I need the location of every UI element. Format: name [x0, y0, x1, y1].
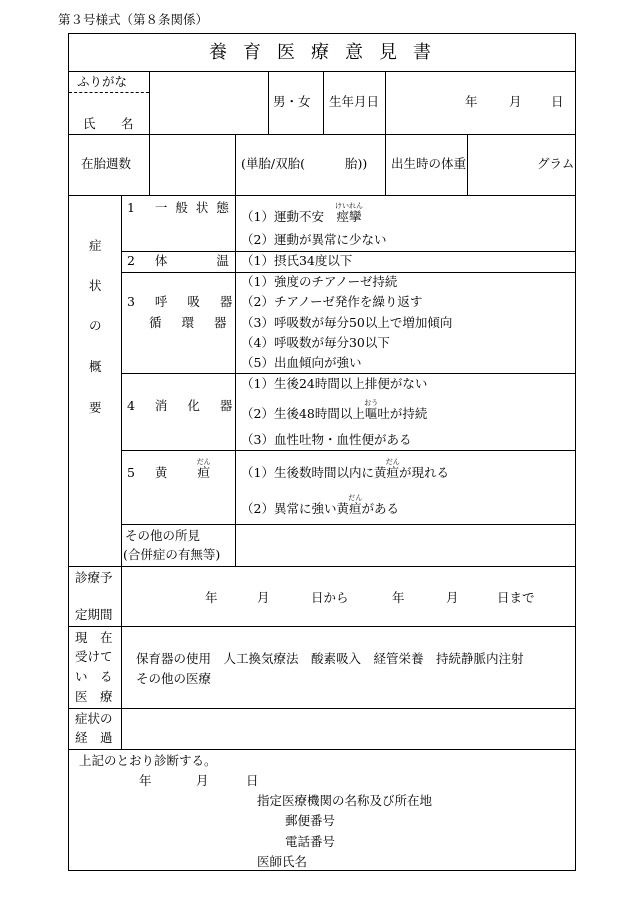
- side-label-char: 状: [89, 278, 102, 293]
- symptom-item: （1）強度のチアノーゼ持続: [241, 274, 398, 289]
- symptom-item: （1）生後数時間以内に黄疸 だん が現れる: [241, 458, 449, 480]
- rule-current: [69, 708, 575, 709]
- schedule-label-2: 定期間: [75, 607, 113, 622]
- dob-month: 月: [509, 94, 522, 109]
- group-label-2: 循 環 器: [149, 315, 235, 330]
- group-label: 2 体 温: [127, 253, 237, 268]
- current-treatment-options: 保育器の使用 人工換気療法 酸素吸入 経管栄養 持続静脈内注射: [136, 651, 524, 666]
- footer-month: 月: [196, 773, 209, 788]
- form-number: 第３号様式（第８条関係）: [58, 12, 209, 27]
- diagnosis-statement: 上記のとおり診断する。: [79, 753, 217, 768]
- footer-year: 年: [139, 773, 152, 788]
- dob-label: 生年月日: [329, 94, 380, 109]
- rule-name: [69, 134, 575, 135]
- symptom-item: （4）呼吸数が毎分30以下: [241, 335, 390, 350]
- symptom-item: （3）血性吐物・血性便がある: [241, 432, 412, 447]
- symptom-item: （1）運動不安 痙攣 けいれん: [241, 202, 363, 224]
- vline-sym-items: [235, 195, 236, 566]
- vline-weight: [467, 134, 468, 195]
- schedule-from: 日から: [311, 590, 349, 605]
- rule-sym4: [121, 450, 575, 451]
- group-label: 5 黄 疸 だん: [127, 458, 211, 480]
- rule-sym1: [121, 251, 575, 252]
- birth-type-end: 胎)): [345, 156, 368, 171]
- schedule-label-1: 診療予: [75, 570, 113, 585]
- vline-lower: [121, 566, 122, 749]
- vline-gest: [235, 134, 236, 195]
- rule-sym5: [121, 524, 575, 525]
- opinion-form: [68, 33, 576, 871]
- symptom-item: （5）出血傾向が強い: [241, 355, 362, 370]
- rule-title: [69, 71, 575, 72]
- symptom-item: （2）運動が異常に少ない: [241, 232, 387, 247]
- rule-schedule: [69, 626, 575, 627]
- progress-label-1: 症状の: [75, 711, 113, 726]
- name-label-1: 氏: [83, 116, 96, 131]
- rule-sym2: [121, 272, 575, 273]
- schedule-month-1: 月: [257, 590, 270, 605]
- rule-sym3: [121, 373, 575, 374]
- symptom-item: （3）呼吸数が毎分50以上で増加傾向: [241, 315, 453, 330]
- symptom-item: （2）生後48時間以上嘔 おう 吐が持続: [241, 399, 428, 421]
- schedule-until: 日まで: [497, 590, 535, 605]
- other-findings-label: その他の所見: [125, 528, 201, 543]
- side-label-char: 概: [89, 359, 102, 374]
- sex-selector: 男・女: [273, 94, 311, 109]
- vline-label: [149, 71, 150, 195]
- vline-name: [268, 71, 269, 134]
- phone-label: 電話番号: [285, 834, 336, 849]
- schedule-month-2: 月: [446, 590, 459, 605]
- birth-weight-label: 出生時の体重: [391, 156, 467, 171]
- group-label: 4 消 化 器: [127, 398, 241, 413]
- postal-code-label: 郵便番号: [285, 813, 336, 828]
- group-label: 1 一般状態: [127, 200, 237, 215]
- current-label-line: い る: [75, 669, 113, 684]
- other-findings-sub: (合併症の有無等): [123, 547, 221, 562]
- page-title: 養育医療意見書: [209, 42, 447, 63]
- gestation-label: 在胎週数: [81, 156, 132, 171]
- symptom-item: （1）摂氏34度以下: [241, 253, 353, 268]
- rule-furigana: [69, 92, 149, 93]
- dob-year: 年: [465, 94, 478, 109]
- current-treatment-other: その他の医療: [136, 671, 212, 686]
- schedule-year-1: 年: [205, 590, 218, 605]
- doctor-name-label: 医師氏名: [257, 854, 308, 869]
- birth-type: (単胎/双胎(: [241, 156, 305, 171]
- group-label: 3 呼 吸 器: [127, 294, 241, 309]
- current-label-line: 受けて: [75, 649, 113, 664]
- symptom-item: （2）チアノーゼ発作を繰り返す: [241, 294, 423, 309]
- dob-day: 日: [551, 94, 564, 109]
- current-label-line: 医 療: [75, 689, 113, 704]
- vline-sym-side: [121, 195, 122, 566]
- rule-other: [69, 566, 575, 567]
- footer-day: 日: [246, 773, 259, 788]
- schedule-year-2: 年: [392, 590, 405, 605]
- gram-unit: グラム: [537, 156, 575, 171]
- side-label-char: の: [89, 318, 102, 333]
- side-label-char: 症: [89, 238, 102, 253]
- rule-gestation: [69, 195, 575, 196]
- rule-progress: [69, 749, 575, 750]
- name-label-2: 名: [121, 116, 134, 131]
- symptom-item: （1）生後24時間以上排便がない: [241, 376, 428, 391]
- institution-label: 指定医療機関の名称及び所在地: [257, 793, 433, 808]
- vline-dob: [385, 71, 386, 195]
- current-label-line: 現 在: [75, 630, 113, 645]
- vline-sex: [323, 71, 324, 134]
- side-label-char: 要: [89, 400, 102, 415]
- furigana-label: ふりがな: [77, 74, 128, 89]
- progress-label-2: 経 過: [75, 730, 113, 745]
- symptom-item: （2）異常に強い黄疸 だん がある: [241, 494, 399, 516]
